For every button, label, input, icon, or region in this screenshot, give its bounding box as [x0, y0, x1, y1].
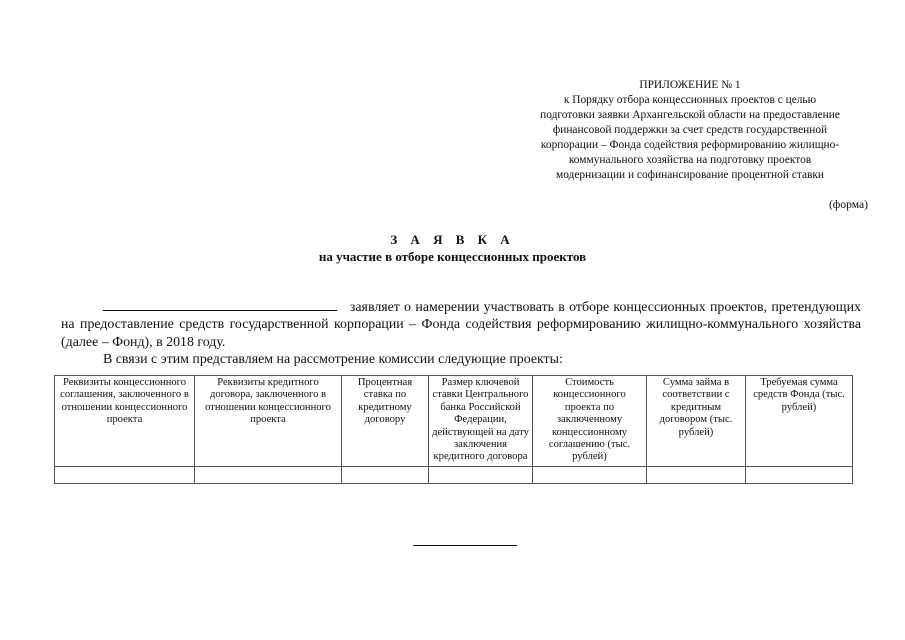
- form-label: (форма): [828, 198, 868, 211]
- table-cell[interactable]: [746, 466, 853, 483]
- projects-table: [54, 375, 853, 484]
- appendix-line: коммунального хозяйства на подготовку проектов: [568, 154, 812, 166]
- appendix-line: к Порядку отбора концессионных проектов с целью: [563, 94, 817, 106]
- column-header-interest-rate: Процентная ставка по кредитному договору: [342, 376, 429, 467]
- application-body: [61, 298, 861, 369]
- document-title-block: [0, 232, 905, 265]
- table-cell[interactable]: [533, 466, 647, 483]
- projects-intro-paragraph: В связи с этим представляем на рассмотрение комиссии следующие проекты:: [103, 352, 563, 368]
- appendix-heading: ПРИЛОЖЕНИЕ № 1: [639, 79, 741, 91]
- column-header-fund-amount: Требуемая сумма средств Фонда (тыс. рублей): [746, 376, 853, 467]
- table-cell[interactable]: [647, 466, 746, 483]
- column-header-loan-amount: Сумма займа в соответствии с кредитным договором (тыс. рублей): [647, 376, 746, 467]
- appendix-block: [512, 78, 868, 183]
- appendix-line: корпорации – Фонда содействия реформированию жилищно-: [540, 139, 840, 151]
- table-header-row: [55, 376, 853, 467]
- column-header-project-cost: Стоимость концессионного проекта по заключенному концессионному соглашению (тыс. рублей): [533, 376, 647, 467]
- column-header-credit-agreement: Реквизиты кредитного договора, заключенного в отношении концессионного проекта: [195, 376, 342, 467]
- document-subtitle: на участие в отборе концессионных проектов: [318, 249, 587, 264]
- intro-paragraph: [61, 298, 861, 351]
- footnote-separator: [413, 545, 517, 546]
- table-cell[interactable]: [55, 466, 195, 483]
- column-header-key-rate: Размер ключевой ставки Центрального банка Российской Федерации, действующей на дату заключения кредитного договора: [429, 376, 533, 467]
- column-header-concession-agreement: Реквизиты концессионного соглашения, заключенного в отношении концессионного проекта: [55, 376, 195, 467]
- appendix-line: модернизации и софинансирование процентной ставки: [555, 169, 825, 181]
- table-cell[interactable]: [195, 466, 342, 483]
- appendix-line: финансовой поддержки за счет средств государственной: [552, 124, 828, 136]
- table-row: [55, 466, 853, 483]
- intro-paragraph-text: заявляет о намерении участвовать в отборе концессионных проектов, претендующих на предоставление средств государственной корпорации – Фонда содействия реформированию жилищно-коммунального хозяйства (далее – Фонд), в 2018 году.: [61, 300, 862, 350]
- table-cell[interactable]: [342, 466, 429, 483]
- applicant-name-blank: [103, 298, 337, 311]
- document-title: З А Я В К А: [390, 232, 515, 247]
- table-cell[interactable]: [429, 466, 533, 483]
- appendix-line: подготовки заявки Архангельской области на предоставление: [540, 109, 840, 121]
